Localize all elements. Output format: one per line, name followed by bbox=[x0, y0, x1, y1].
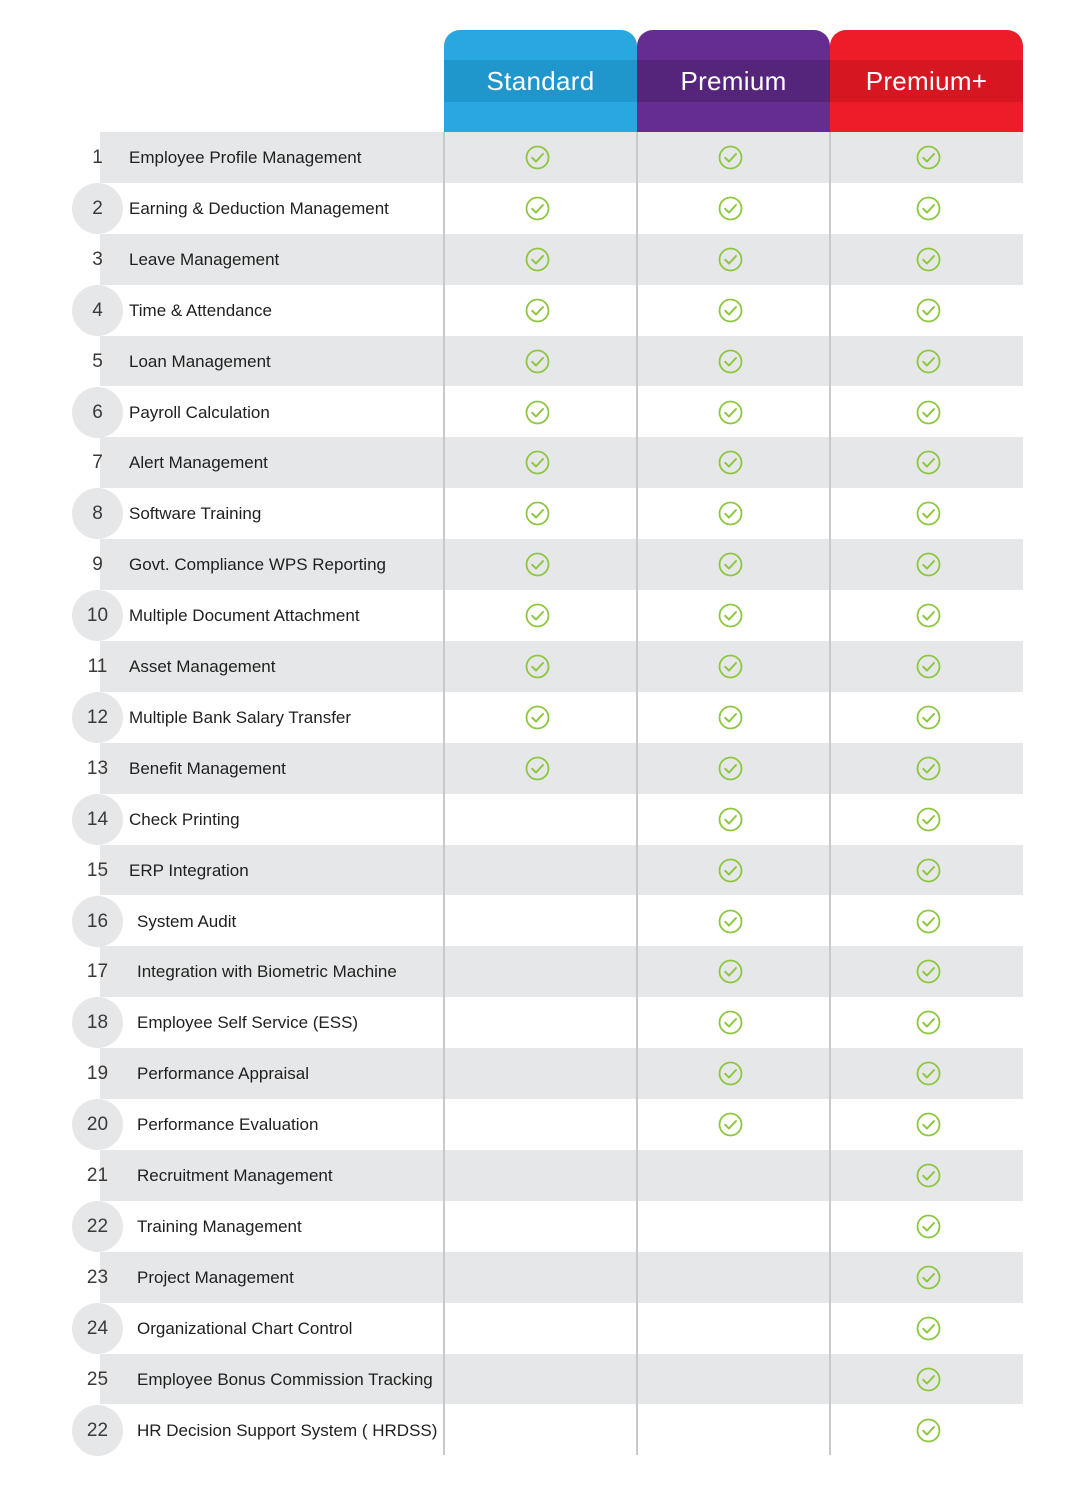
feature-label: HR Decision Support System ( HRDSS) bbox=[137, 1420, 438, 1440]
check-icon bbox=[718, 807, 743, 832]
check-icon bbox=[916, 1112, 941, 1137]
check-icon bbox=[916, 1214, 941, 1239]
check-icon bbox=[916, 1265, 941, 1290]
row-number: 4 bbox=[92, 299, 103, 321]
check-icon bbox=[916, 1316, 941, 1341]
check-icon bbox=[525, 400, 550, 425]
plan-column-standard bbox=[444, 30, 637, 132]
row-number: 1 bbox=[92, 147, 103, 168]
row-number: 10 bbox=[86, 605, 109, 627]
check-icon bbox=[525, 552, 550, 577]
check-icon bbox=[525, 705, 550, 730]
feature-label: Integration with Biometric Machine bbox=[137, 962, 397, 982]
check-icon bbox=[916, 1163, 941, 1188]
feature-label: Project Management bbox=[137, 1267, 294, 1287]
row-number: 23 bbox=[86, 1266, 109, 1288]
feature-row bbox=[0, 132, 1080, 183]
check-icon bbox=[718, 450, 743, 475]
check-icon bbox=[718, 603, 743, 628]
row-number: 8 bbox=[92, 503, 103, 525]
check-icon bbox=[525, 349, 550, 374]
feature-label: Check Printing bbox=[129, 809, 240, 829]
row-number: 22 bbox=[86, 1419, 109, 1441]
check-icon bbox=[718, 959, 743, 984]
row-number: 25 bbox=[86, 1368, 109, 1390]
check-icon bbox=[525, 603, 550, 628]
check-icon bbox=[718, 1061, 743, 1086]
check-icon bbox=[525, 501, 550, 526]
feature-label: Payroll Calculation bbox=[129, 402, 270, 422]
row-number: 20 bbox=[86, 1114, 109, 1136]
feature-label: Earning & Deduction Management bbox=[129, 198, 389, 218]
check-icon bbox=[718, 552, 743, 577]
plan-column-premium bbox=[637, 30, 830, 132]
check-icon bbox=[916, 1418, 941, 1443]
row-background bbox=[100, 896, 1023, 947]
check-icon bbox=[718, 909, 743, 934]
feature-row bbox=[0, 539, 1080, 590]
feature-label: System Audit bbox=[137, 911, 237, 931]
check-icon bbox=[718, 298, 743, 323]
check-icon bbox=[916, 909, 941, 934]
column-divider bbox=[443, 132, 445, 1455]
check-icon bbox=[916, 756, 941, 781]
check-icon bbox=[916, 1367, 941, 1392]
check-icon bbox=[718, 247, 743, 272]
row-number: 19 bbox=[86, 1063, 109, 1085]
row-number: 7 bbox=[92, 452, 103, 474]
feature-row bbox=[0, 641, 1080, 692]
column-divider bbox=[636, 132, 638, 1455]
row-number: 24 bbox=[86, 1317, 109, 1339]
check-icon bbox=[916, 603, 941, 628]
check-icon bbox=[916, 450, 941, 475]
feature-row bbox=[0, 590, 1080, 641]
check-icon bbox=[525, 756, 550, 781]
feature-row bbox=[0, 1048, 1080, 1099]
feature-row bbox=[0, 387, 1080, 438]
row-number: 12 bbox=[86, 706, 109, 728]
feature-row bbox=[0, 845, 1080, 896]
check-icon bbox=[916, 959, 941, 984]
row-number: 5 bbox=[92, 350, 103, 372]
check-icon bbox=[916, 196, 941, 221]
feature-label: Alert Management bbox=[129, 453, 268, 473]
row-number: 6 bbox=[92, 401, 103, 423]
feature-row bbox=[0, 794, 1080, 845]
check-icon bbox=[916, 349, 941, 374]
check-icon bbox=[525, 247, 550, 272]
feature-row bbox=[0, 997, 1080, 1048]
check-icon bbox=[916, 501, 941, 526]
check-icon bbox=[718, 349, 743, 374]
feature-label: Benefit Management bbox=[129, 758, 286, 778]
feature-label: ERP Integration bbox=[129, 860, 249, 880]
feature-label: Leave Management bbox=[129, 249, 280, 269]
feature-row bbox=[0, 437, 1080, 488]
check-icon bbox=[916, 145, 941, 170]
feature-row bbox=[0, 1303, 1080, 1354]
feature-row bbox=[0, 1150, 1080, 1201]
check-icon bbox=[916, 400, 941, 425]
feature-row bbox=[0, 1354, 1080, 1405]
feature-label: Loan Management bbox=[129, 351, 271, 371]
plan-header bbox=[444, 30, 1023, 132]
plan-title-premium-plus: Premium+ bbox=[830, 60, 1023, 102]
feature-label: Govt. Compliance WPS Reporting bbox=[129, 555, 386, 575]
row-number: 2 bbox=[92, 197, 103, 219]
feature-row bbox=[0, 285, 1080, 336]
feature-label: Employee Bonus Commission Tracking bbox=[137, 1369, 433, 1389]
plan-column-premium-plus bbox=[830, 30, 1023, 132]
check-icon bbox=[718, 400, 743, 425]
check-icon bbox=[525, 654, 550, 679]
feature-label: Software Training bbox=[129, 504, 262, 524]
feature-label: Multiple Document Attachment bbox=[129, 606, 360, 626]
feature-row bbox=[0, 234, 1080, 285]
check-icon bbox=[916, 298, 941, 323]
check-icon bbox=[916, 654, 941, 679]
feature-row bbox=[0, 1099, 1080, 1150]
check-icon bbox=[718, 756, 743, 781]
feature-row bbox=[0, 1201, 1080, 1252]
check-icon bbox=[916, 807, 941, 832]
feature-row bbox=[0, 946, 1080, 997]
check-icon bbox=[916, 1061, 941, 1086]
feature-label: Training Management bbox=[137, 1216, 302, 1236]
check-icon bbox=[718, 501, 743, 526]
feature-label: Organizational Chart Control bbox=[137, 1318, 353, 1338]
check-icon bbox=[525, 450, 550, 475]
check-icon bbox=[525, 145, 550, 170]
feature-label: Recruitment Management bbox=[137, 1166, 333, 1185]
check-icon bbox=[916, 705, 941, 730]
row-number: 22 bbox=[86, 1215, 109, 1237]
row-number: 21 bbox=[86, 1165, 109, 1186]
feature-row bbox=[0, 336, 1080, 387]
check-icon bbox=[916, 247, 941, 272]
check-icon bbox=[525, 196, 550, 221]
column-divider bbox=[829, 132, 831, 1455]
feature-label: Multiple Bank Salary Transfer bbox=[129, 707, 352, 727]
plan-title-standard: Standard bbox=[444, 60, 637, 102]
row-number: 14 bbox=[86, 808, 109, 830]
row-number: 13 bbox=[86, 757, 109, 779]
check-icon bbox=[916, 1010, 941, 1035]
row-number: 11 bbox=[87, 656, 108, 677]
feature-row bbox=[0, 488, 1080, 539]
feature-row bbox=[0, 743, 1080, 794]
feature-label: Performance Evaluation bbox=[137, 1115, 319, 1135]
check-icon bbox=[916, 858, 941, 883]
plan-title-premium: Premium bbox=[637, 60, 830, 102]
feature-row bbox=[0, 1252, 1080, 1303]
feature-label: Employee Profile Management bbox=[129, 148, 362, 167]
check-icon bbox=[718, 1010, 743, 1035]
feature-label: Employee Self Service (ESS) bbox=[137, 1013, 359, 1033]
feature-row bbox=[0, 692, 1080, 743]
feature-row bbox=[0, 183, 1080, 234]
check-icon bbox=[718, 705, 743, 730]
check-icon bbox=[718, 858, 743, 883]
row-number: 3 bbox=[92, 248, 103, 270]
check-icon bbox=[525, 298, 550, 323]
feature-label: Asset Management bbox=[129, 657, 276, 676]
row-number: 15 bbox=[86, 859, 109, 881]
check-icon bbox=[718, 654, 743, 679]
feature-label: Time & Attendance bbox=[129, 300, 273, 320]
feature-row bbox=[0, 896, 1080, 947]
check-icon bbox=[718, 1112, 743, 1137]
feature-row bbox=[0, 1405, 1080, 1456]
feature-label: Performance Appraisal bbox=[137, 1064, 309, 1084]
row-number: 17 bbox=[86, 961, 109, 983]
check-icon bbox=[718, 145, 743, 170]
check-icon bbox=[718, 196, 743, 221]
check-icon bbox=[916, 552, 941, 577]
row-number: 16 bbox=[86, 910, 109, 932]
row-number: 9 bbox=[92, 554, 103, 576]
row-number: 18 bbox=[86, 1012, 109, 1034]
